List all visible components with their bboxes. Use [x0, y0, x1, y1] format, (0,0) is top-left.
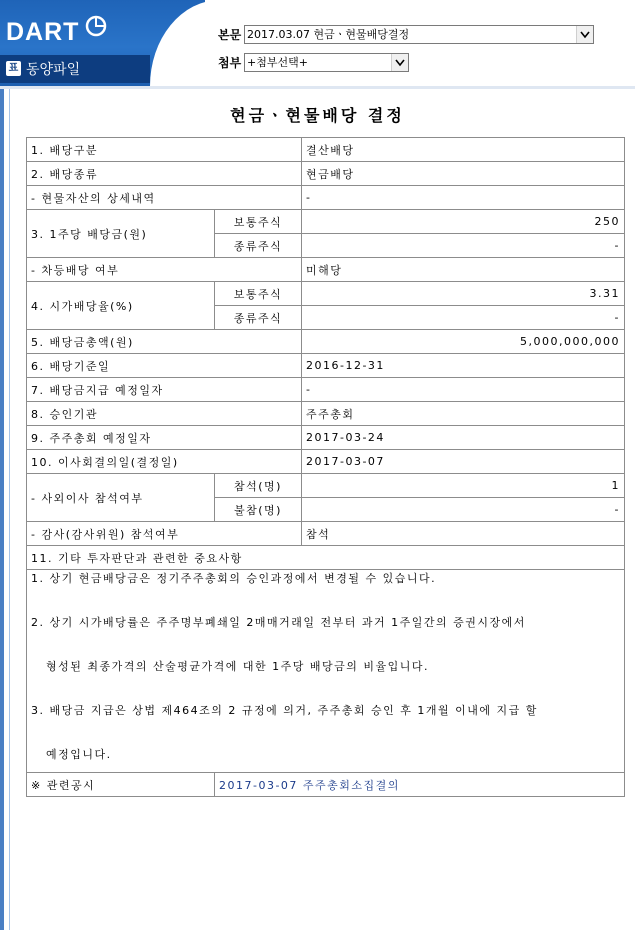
table-row — [27, 138, 625, 162]
attach-select-label: 첨부 — [218, 55, 242, 70]
table-row — [27, 330, 625, 354]
table-row — [27, 210, 625, 234]
row-value: - — [302, 378, 625, 402]
row-label: - 감사(감사위원) 참석여부 — [27, 522, 302, 546]
table-row — [27, 258, 625, 282]
note-line: 3. 배당금 지급은 상법 제464조의 2 규정에 의거, 주주총회 승인 후 1개월 이내에 지급 할 — [31, 704, 538, 717]
notes-cell — [27, 570, 625, 773]
row-label: 9. 주주총회 예정일자 — [27, 426, 302, 450]
row-sublabel: 보통주식 — [215, 282, 302, 306]
row-label: 6. 배당기준일 — [27, 354, 302, 378]
chevron-down-icon[interactable] — [576, 26, 593, 43]
row-value: 결산배당 — [302, 138, 625, 162]
row-label: 8. 승인기관 — [27, 402, 302, 426]
row-label: 11. 기타 투자판단과 관련한 중요사항 — [27, 546, 625, 570]
company-bar — [0, 55, 150, 83]
row-label: 1. 배당구분 — [27, 138, 302, 162]
row-value: 현금배당 — [302, 162, 625, 186]
table-row — [27, 186, 625, 210]
attach-select-row — [218, 52, 409, 72]
row-label: 5. 배당금총액(원) — [27, 330, 302, 354]
dart-logo-mark-icon — [85, 15, 107, 37]
disclosure-table — [26, 137, 625, 797]
table-row — [27, 546, 625, 570]
related-disclosure-label: ※ 관련공시 — [27, 773, 215, 797]
table-row — [27, 378, 625, 402]
note-line: 2. 상기 시가배당률은 주주명부폐쇄일 2매매거래일 전부터 과거 1주일간의 증권시장에서 — [31, 616, 526, 629]
row-value: 3.31 — [302, 282, 625, 306]
document-title: 현금ㆍ현물배당 결정 — [230, 106, 405, 125]
row-label: 4. 시가배당율(%) — [27, 282, 215, 330]
row-label: - 사외이사 참석여부 — [27, 474, 215, 522]
row-value: 2017-03-24 — [302, 426, 625, 450]
row-sublabel: 종류주식 — [215, 234, 302, 258]
row-label: - 현물자산의 상세내역 — [27, 186, 302, 210]
row-value: 250 — [302, 210, 625, 234]
note-line: 예정입니다. — [31, 748, 112, 761]
row-label: 2. 배당종류 — [27, 162, 302, 186]
row-label: 3. 1주당 배당금(원) — [27, 210, 215, 258]
row-sublabel: 보통주식 — [215, 210, 302, 234]
company-name: 동양파일 — [26, 62, 81, 78]
attach-select-value: +첨부선택+ — [247, 55, 308, 69]
report-select-value: 2017.03.07 현금ㆍ현물배당결정 — [247, 27, 410, 41]
row-sublabel: 참석(명) — [215, 474, 302, 498]
note-line: 형성된 최종가격의 산술평균가격에 대한 1주당 배당금의 비율입니다. — [31, 660, 429, 673]
row-label: 10. 이사회결의일(결정일) — [27, 450, 302, 474]
row-value: - — [302, 306, 625, 330]
table-row — [27, 402, 625, 426]
row-value: 2017-03-07 — [302, 450, 625, 474]
company-badge-icon: 표 — [6, 61, 21, 76]
row-value: 1 — [302, 474, 625, 498]
table-row — [27, 282, 625, 306]
row-value: 주주총회 — [302, 402, 625, 426]
dart-logo[interactable]: DART — [6, 18, 80, 46]
chevron-down-icon[interactable] — [391, 54, 408, 71]
header-bar — [0, 0, 635, 86]
table-row — [27, 474, 625, 498]
related-disclosure-link[interactable]: 2017-03-07 주주총회소집결의 — [215, 773, 625, 797]
note-line: 1. 상기 현금배당금은 정기주주총회의 승인과정에서 변경될 수 있습니다. — [31, 572, 437, 585]
row-sublabel: 종류주식 — [215, 306, 302, 330]
report-select-label: 본문 — [218, 27, 242, 42]
row-sublabel: 불참(명) — [215, 498, 302, 522]
table-row — [27, 570, 625, 773]
table-row — [27, 450, 625, 474]
report-select-row — [218, 24, 594, 44]
table-row — [27, 522, 625, 546]
row-value: - — [302, 498, 625, 522]
table-row — [27, 162, 625, 186]
row-value: - — [302, 234, 625, 258]
row-label: - 차등배당 여부 — [27, 258, 302, 282]
row-value: 참석 — [302, 522, 625, 546]
row-label: 7. 배당금지급 예정일자 — [27, 378, 302, 402]
row-value: 미해당 — [302, 258, 625, 282]
table-row — [27, 773, 625, 797]
row-value: 2016-12-31 — [302, 354, 625, 378]
row-value: - — [302, 186, 625, 210]
table-row — [27, 354, 625, 378]
table-row — [27, 426, 625, 450]
report-select[interactable] — [244, 25, 594, 44]
attach-select[interactable] — [244, 53, 409, 72]
row-value: 5,000,000,000 — [302, 330, 625, 354]
